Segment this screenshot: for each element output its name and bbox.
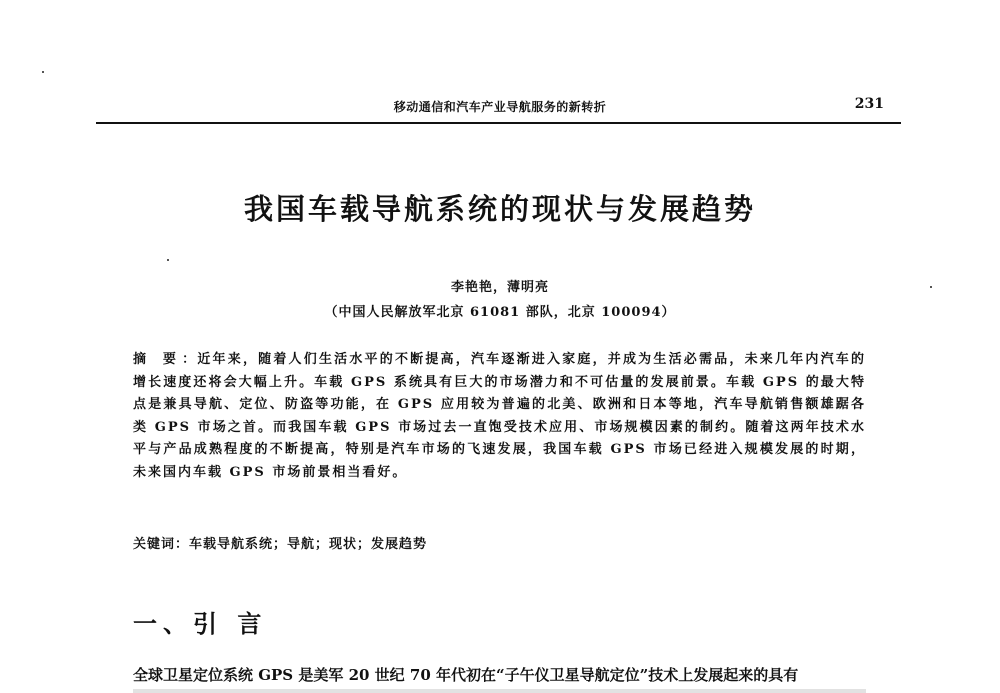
authors: 李艳艳，薄明亮 [450, 280, 549, 295]
running-header-title: 移动通信和汽车产业导航服务的新转折 [393, 100, 607, 114]
cut-off-text-line [133, 689, 866, 693]
scan-speck [42, 71, 44, 73]
abstract-label: 摘 要 [133, 352, 183, 367]
scan-speck [930, 286, 932, 288]
affiliation: （中国人民解放军北京 61081 部队，北京 100094） [324, 305, 676, 320]
section-heading-introduction: 一、引 言 [133, 610, 268, 638]
page-number: 231 [854, 96, 884, 112]
paper-title: 我国车载导航系统的现状与发展趋势 [243, 192, 756, 226]
abstract [133, 349, 866, 484]
scan-speck [167, 259, 169, 261]
header-divider [96, 122, 901, 124]
body-text-first-line: 全球卫星定位系统 GPS 是美军 20 世纪 70 年代初在“子午仪卫星导航定位”技术上发展起来的具有 [133, 666, 799, 684]
keywords: 关键词：车载导航系统；导航；现状；发展趋势 [133, 537, 428, 552]
abstract-text: ：近年来，随着人们生活水平的不断提高，汽车逐渐进入家庭，并成为生活必需品，未来几年内汽车的增长速度还将会大幅上升。车载 GPS 系统具有巨大的市场潜力和不可估量的发展前景。车载 GPS 的最大特点是兼具导航、定位、防盗等功能，在 GPS 应用较为普遍的北美、欧洲和日本等地，汽车导航销售额雄踞各类 GPS 市场之首。而我国车载 GPS 市场过去一直饱受技术应用、市场规模因素的制约。随着这两年技术水平与产品成熟程度的不断提高，特别是汽车市场的飞速发展，我国车载 GPS 市场已经进入规模发展的时期，未来国内车载 GPS 市场前景相当看好。 [133, 352, 866, 480]
